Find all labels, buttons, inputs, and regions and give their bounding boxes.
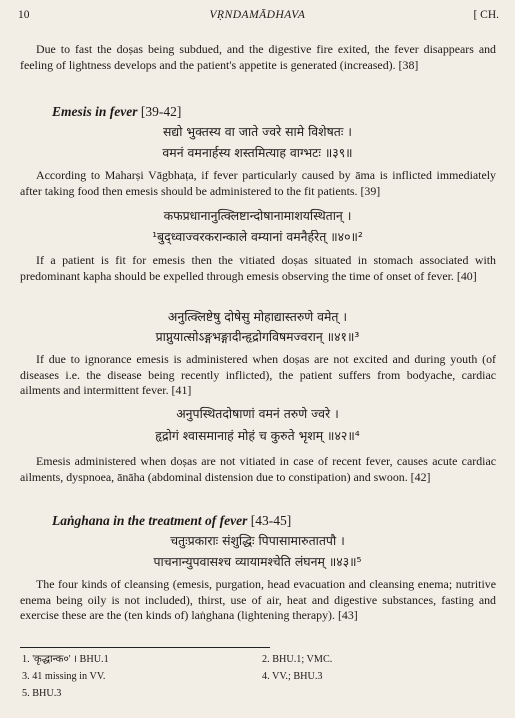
verse-43-line-2: पाचनान्युपवासश्च व्यायामश्चेति लंघनम् ॥४३॥⁵ <box>153 554 362 569</box>
footnote-rule <box>20 647 270 648</box>
page-number: 10 <box>18 9 30 21</box>
footnote-4: 4. VV.; BHU.3 <box>262 671 323 682</box>
section-range: [39-42] <box>140 104 182 119</box>
chapter-marker: [ CH. <box>473 9 499 21</box>
footnote-2: 2. BHU.1; VMC. <box>262 654 333 665</box>
verse-39-line-1: सद्यो भुक्तस्य वा जाते ज्वरे सामे विशेषतः । <box>163 124 352 139</box>
verse-41-line-2: प्राप्नुयात्सोऽङ्गभङ्गादीन्हृद्रोगविषमज्वरान् ॥४१॥³ <box>155 329 360 344</box>
paragraph-41: If due to ignorance emesis is administered when doṣas are not excited and during youth (of diseases i.e. the disease being recently inflicted), the patient suffers from bodyache, cardiac ailments and intermittent fever. [41] <box>20 352 496 398</box>
verse-43-line-1: चतुःप्रकाराः संशुद्धिः पिपासामारुतातपौ । <box>170 533 345 548</box>
section-heading-emesis <box>52 104 181 120</box>
section-title: Emesis in fever <box>52 104 138 119</box>
verse-40-line-1: कफप्रधानानुत्क्लिष्टान्दोषानामाशयस्थितान् । <box>163 208 352 223</box>
verse-40-line-2: ¹बुद्ध्वाज्वरकरान्काले वम्यानां वमनैर्हरेत् ॥४०॥² <box>152 229 363 244</box>
paragraph-39: According to Maharṣi Vāgbhaṭa, if fever particularly caused by āma is inflicted immediately after taking food then emesis should be administered to the fit patients. [39] <box>20 168 496 198</box>
verse-39-line-2: वमनं वमनार्हस्य शस्तमित्याह वाग्भटः ॥३९॥ <box>162 145 353 160</box>
paragraph-38: Due to fast the doṣas being subdued, and the digestive fire exited, the fever disappears and feeling of lightness develops and the patient's appetite is generated (increased). [38] <box>20 42 496 72</box>
paragraph-42: Emesis administered when doṣas are not vitiated in case of recent fever, causes acute cardiac ailments, dyspnoea, ānāha (abdominal distension due to constipation) and swoon. [42] <box>20 454 496 484</box>
section-heading-langhana <box>52 513 291 529</box>
paragraph-43: The four kinds of cleansing (emesis, purgation, head evacuation and cleansing enema; nutritive enema being oily is not included), thirst, use of air, heat and digestive substances, fasting and exercise these are the (ten kinds of) laṅghana (lightening therapy). [43] <box>20 577 496 623</box>
verse-42-line-2: हृद्रोगं श्वासमानाहं मोहं च कुरुते भृशम् ॥४२॥⁴ <box>155 428 360 443</box>
running-title: VṚNDAMĀDHAVA <box>209 9 306 21</box>
footnote-5: 5. BHU.3 <box>22 688 62 699</box>
section-range: [43-45] <box>250 513 292 528</box>
footnote-3: 3. 41 missing in VV. <box>22 671 106 682</box>
footnote-1: 1. 'कृद्धान्क०' । BHU.1 <box>22 654 109 665</box>
verse-42-line-1: अनुपस्थितदोषाणां वमनं तरुणे ज्वरे । <box>176 406 339 421</box>
verse-41-line-1: अनुत्क्लिष्टेषु दोषेसु मोहाद्यास्तरुणे वमेत् । <box>167 309 348 324</box>
section-title: Laṅghana in the treatment of fever <box>52 513 248 528</box>
paragraph-40: If a patient is fit for emesis then the vitiated doṣas situated in stomach associated with predominant kapha should be expelled through emesis observing the time of onset of fever. [40] <box>20 253 496 283</box>
